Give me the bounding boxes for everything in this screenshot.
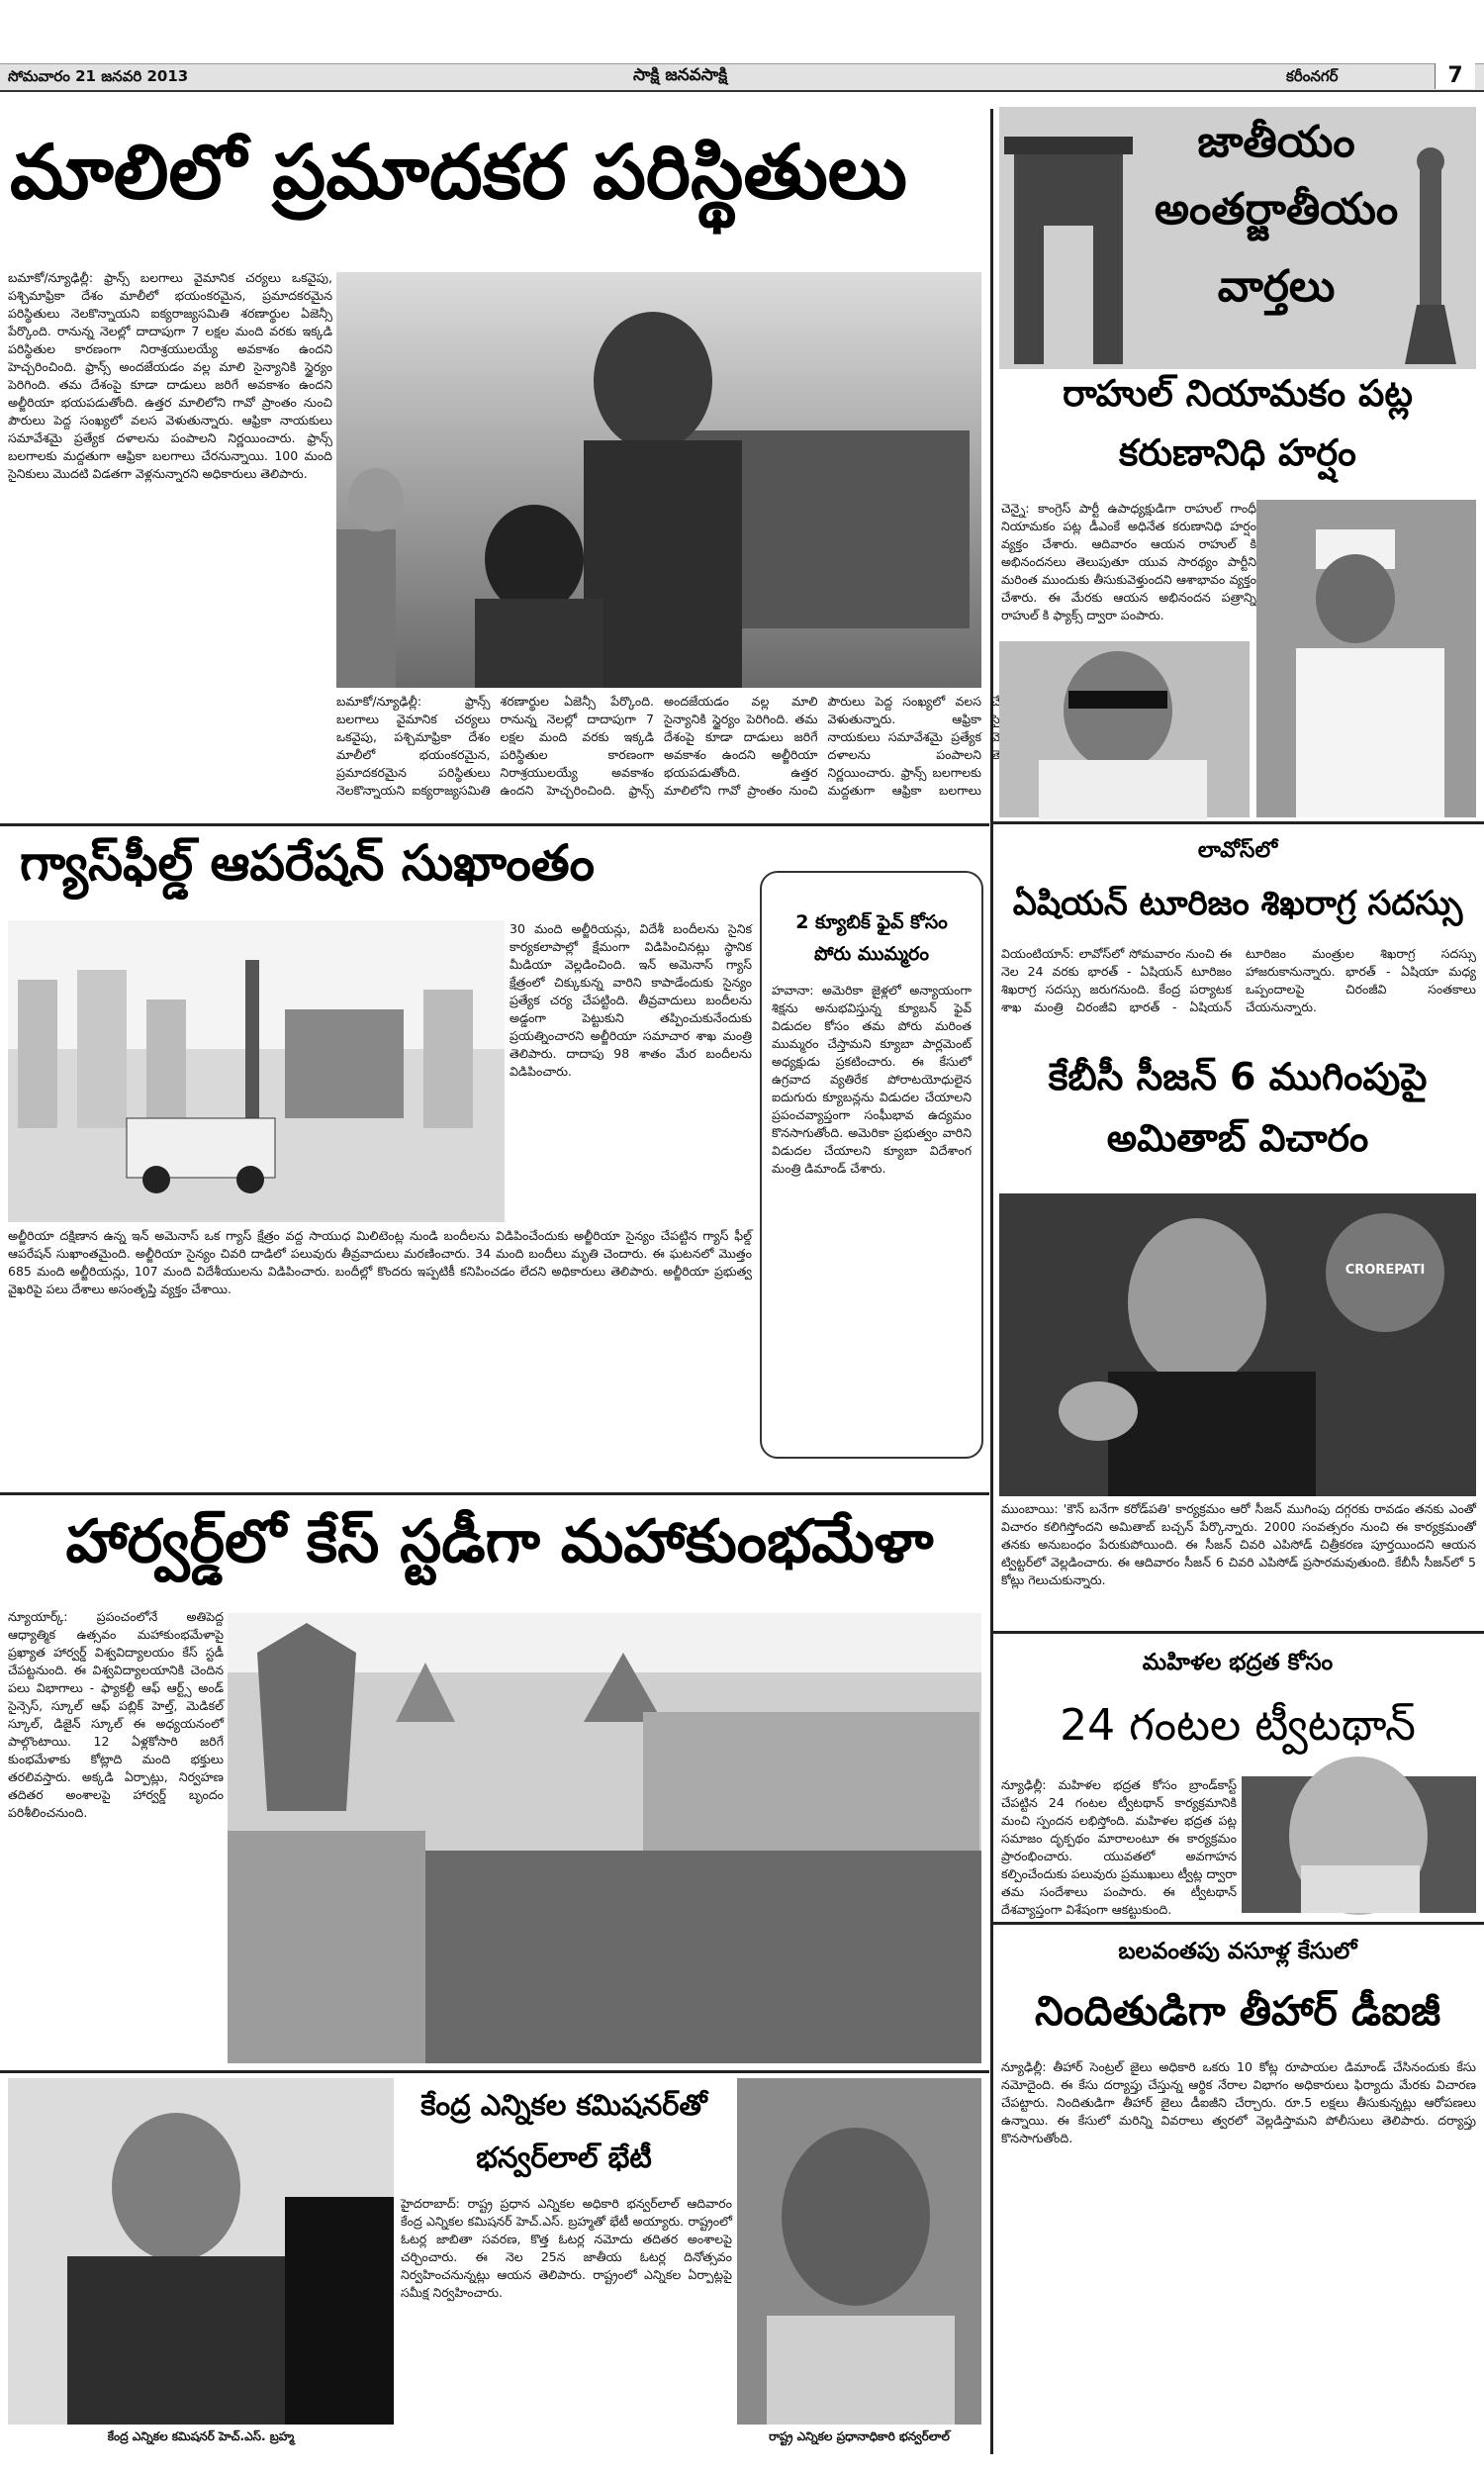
column-divider <box>990 109 993 2454</box>
cuban-five-headline-1: 2 క్యూబిక్ ఫైవ్ కోసం <box>795 911 948 933</box>
header-bar <box>0 63 1484 92</box>
section-divider <box>0 823 989 826</box>
mali-body-col1: బమాకో/న్యూఢిల్లీ: ఫ్రాన్స్ బలగాలు వైమానిక చర్యలు ఒకవైపు, పశ్చిమాఫ్రికా దేశం మాలీలో భయంకరమైన, ప్రమాదకరమైన పరిస్థితులు నెలకొన్నాయని ఐక్యరాజ్యసమితి శరణార్థుల ఏజెన్సీ పేర్కొంది. రానున్న నెలల్లో దాదాపుగా 7 లక్షల మంది వరకు ఇక్కడి పరిస్థితుల కారణంగా నిరాశ్రయులయ్యే అవకాశం ఉందని హెచ్చరించింది. ఫ్రాన్స్ అందజేయడం వల్ల మాలి సైన్యానికి స్థైర్యం పెరిగింది. తమ దేశంపై కూడా దాడులు జరిగే అవకాశం ఉందని అల్జీరియా భయపడుతోంది. ఉత్తర మాలిలోని గావో ప్రాంతం నుంచి పౌరులు పెద్ద సంఖ్యలో వలస వెళుతున్నారు. ఆఫ్రికా నాయకులు సమావేశమై ప్రత్యేక దళాలను పంపాలని నిర్ణయించారు. ఫ్రాన్స్ బలగాలకు మద్దతుగా ఆఫ్రికా బలగాలు చేరనున్నాయి. 100 మంది సైనికులు మొదటి విడతగా వెళ్లనున్నారని అధికారులు తెలిపారు. <box>8 270 332 481</box>
bhanwar-body: హైదరాబాద్: రాష్ట్ర ప్రధాన ఎన్నికల అధికారి భన్వర్‌లాల్ ఆదివారం కేంద్ర ఎన్నికల కమిషనర్ హెచ్.ఎస్. బ్రహ్మతో భేటీ అయ్యారు. రాష్ట్రంలో ఓటర్ల జాబితా సవరణ, కొత్త ఓటర్ల నమోదు తదితర అంశాలపై చర్చించారు. ఈ నెల 25న జాతీయ ఓటర్ల దినోత్సవం నిర్వహించనున్నట్లు ఆయన తెలిపారు. రాష్ట్రంలో ఎన్నికల ఏర్పాట్లపై సమీక్ష నిర్వహించారు. <box>401 2196 732 2300</box>
national-international-banner <box>999 107 1476 369</box>
mali-body-continued: బమాకో/న్యూఢిల్లీ: ఫ్రాన్స్ బలగాలు వైమానిక చర్యలు ఒకవైపు, పశ్చిమాఫ్రికా దేశం మాలీలో భయంకరమైన, ప్రమాదకరమైన పరిస్థితులు నెలకొన్నాయని ఐక్యరాజ్యసమితి శరణార్థుల ఏజెన్సీ పేర్కొంది. రానున్న నెలల్లో దాదాపుగా 7 లక్షల మంది వరకు ఇక్కడి పరిస్థితుల కారణంగా నిరాశ్రయులయ్యే అవకాశం ఉందని హెచ్చరించింది. ఫ్రాన్స్ అందజేయడం వల్ల మాలి సైన్యానికి స్థైర్యం పెరిగింది. తమ దేశంపై కూడా దాడులు జరిగే అవకాశం ఉందని అల్జీరియా భయపడుతోంది. ఉత్తర మాలిలోని గావో ప్రాంతం నుంచి పౌరులు పెద్ద సంఖ్యలో వలస వెళుతున్నారు. ఆఫ్రికా నాయకులు సమావేశమై ప్రత్యేక దళాలను పంపాలని నిర్ణయించారు. ఫ్రాన్స్ బలగాలకు మద్దతుగా ఆఫ్రికా బలగాలు <box>336 694 981 798</box>
rahul-body: చెన్నై: కాంగ్రెస్ పార్టీ ఉపాధ్యక్షుడిగా రాహుల్ గాంధీ నియామకం పట్ల డీఎంకే అధినేత కరుణానిధి హర్షం వ్యక్తం చేశారు. ఆదివారం ఆయన రాహుల్ కి అభినందనలు తెలుపుతూ యువ సారథ్యం పార్టీని మరింత ముందుకు తీసుకువెళ్తుందని ఆశాభావం వ్యక్తం చేశారు. ఈ మేరకు ఆయన అభినందన పత్రాన్ని రాహుల్ కి ఫ్యాక్స్ ద్వారా పంపారు. <box>1001 501 1256 622</box>
kumbh-body: న్యూయార్క్: ప్రపంచంలోనే అతిపెద్ద ఆధ్యాత్మిక ఉత్సవం మహాకుంభమేళాపై ప్రఖ్యాత హార్వర్డ్ విశ్వవిద్యాలయం కేస్ స్టడీ చేపట్టనుంది. ఈ విశ్వవిద్యాలయానికి చెందిన పలు విభాగాలు - ఫ్యాకల్టీ ఆఫ్ ఆర్ట్స్ అండ్ సైన్సెస్, స్కూల్ ఆఫ్ పబ్లిక్ హెల్త్, మెడికల్ స్కూల్, డిజైన్ స్కూల్ ఈ అధ్యయనంలో పాల్గొంటాయి. 12 ఏళ్లకోసారి జరిగే కుంభమేళాకు కోట్లాది మంది భక్తులు తరలివస్తారు. అక్కడి ఏర్పాట్లు, నిర్వహణ తదితర అంశాలపై హార్వర్డ్ బృందం పరిశీలించనుంది. <box>8 1609 224 1820</box>
section-divider <box>0 1492 989 1495</box>
woman-photo <box>1242 1776 1476 1913</box>
laos-kicker: లావోస్‌లో <box>1197 838 1278 863</box>
banner-line2: అంతర్జాతీయం <box>1154 184 1399 235</box>
laos-headline: ఏషియన్ టూరిజం శిఖరాగ్ర సదస్సు <box>1012 884 1463 923</box>
women-kicker: మహిళల భద్రత కోసం <box>1142 1650 1334 1675</box>
mali-headline: మాలిలో ప్రమాదకర పరిస్థితులు <box>10 128 907 216</box>
banner-line3: వార్తలు <box>1217 261 1336 312</box>
bhanwar-headline-line1: కేంద్ర ఎన్నికల కమిషనర్‌తో <box>420 2088 707 2122</box>
kbc-body: ముంబాయి: 'కౌన్ బనేగా కరోడ్‌పతి' కార్యక్రమం ఆరో సీజన్ ముగింపు దగ్గరకు రావడం తనకు ఎంతో విచారం కలిగిస్తోందని అమితాబ్ బచ్చన్ పేర్కొన్నారు. 2000 సంవత్సరం నుంచి ఈ కార్యక్రమంతో తనకు అనుబంధం పేరుకుపోయింది. ఈ సీజన్ చివరి ఎపిసోడ్ చిత్రీకరణ పూర్తయిందని ఆయన ట్విట్టర్‌లో వెల్లడించారు. ఈ ఆదివారం సీజన్ 6 చివరి ఎపిసోడ్ ప్రసారమవుతుంది. కేబీసీ సీజన్‌లో 5 కోట్లు గెలుచుకున్నారు. <box>1001 1501 1476 1587</box>
section-divider <box>993 1922 1484 1925</box>
cuban-five-body: హవానా: అమెరికా జైళ్లలో అన్యాయంగా శిక్షను అనుభవిస్తున్న క్యూబన్ ఫైవ్ విడుదల కోసం తమ పోరు మరింత ముమ్మరం చేస్తామని క్యూబా పార్లమెంట్ అధ్యక్షుడు ప్రకటించారు. ఈ కేసులో ఉగ్రవాద వ్యతిరేక పోరాటయోధులైన ఐదుగురు క్యూబన్లను విడుదల చేయాలని ప్రపంచవ్యాప్తంగా సంఘీభావ ఉద్యమం కొనసాగుతోంది. అమెరికా ప్రభుత్వం వారిని విడుదల చేయాలని క్యూబా విదేశాంగ మంత్రి డిమాండ్ చేశారు. <box>772 983 972 1176</box>
cuban-five-box <box>760 871 983 1459</box>
edition-city: కరీంనగర్ <box>1286 67 1339 85</box>
tihar-body: న్యూఢిల్లీ: తీహార్ సెంట్రల్ జైలు అధికారి ఒకరు 10 కోట్ల రూపాయల డిమాండ్ చేసినందుకు కేసు నమోదైంది. ఈ కేసు దర్యాప్తు చేస్తున్న ఆర్థిక నేరాల విభాగం అధికారులు ఫిర్యాదు మేరకు విచారణ చేపట్టారు. నిందితుడిగా తీహార్ జైలు డీఐజీని చేర్చారు. రూ.5 లక్షలు తీసుకున్నట్లు ఆరోపణలు ఉన్నాయి. ఈ కేసులో మరిన్ని వివరాలు త్వరలో వెల్లడిస్తామని పోలీసులు తెలిపారు. దర్యాప్తు కొనసాగుతోంది. <box>1001 2059 1476 2145</box>
bhanwarlal-photo <box>737 2078 981 2425</box>
brahma-caption: కేంద్ర ఎన్నికల కమిషనర్ హెచ్.ఎస్. బ్రహ్మ <box>107 2429 295 2443</box>
gasfield-headline: గ్యాస్‌ఫీల్డ్ ఆపరేషన్ సుఖాంతం <box>20 834 596 892</box>
bhanwarlal-caption: రాష్ట్ర ఎన్నికల ప్రధానాధికారి భన్వర్‌లాల్ <box>769 2429 950 2443</box>
rahul-gandhi-photo <box>1256 500 1476 817</box>
section-divider <box>0 2070 989 2073</box>
crorepati-logo-text: CROREPATI <box>1345 1263 1426 1278</box>
mali-soldiers-photo <box>336 272 981 688</box>
gasfield-body-bottom: అల్జీరియా దక్షిణాన ఉన్న ఇన్ అమెనాస్ ఒక గ్యాస్ క్షేత్రం వద్ద సాయుధ మిలిటెంట్ల నుండి బందీలను విడిపించేందుకు అల్జీరియా సైన్యం చేపట్టిన గ్యాస్ ఫీల్డ్ ఆపరేషన్ సుఖాంతమైంది. అల్జీరియా సైన్యం చివరి దాడిలో పలువురు తీవ్రవాదులు మరణించారు. 34 మంది బందీలు మృతి చెందారు. ఈ ఘటనలో మొత్తం 685 మంది అల్జీరియన్లు, 107 మంది విదేశీయులను విడిపించారు. బందీల్లో కొందరు ఇప్పటికీ కనిపించడం లేదని అధికారులు తెలిపారు. అల్జీరియా ప్రభుత్వ వైఖరిపై పలు దేశాలు అసంతృప్తి వ్యక్తం చేశాయి. <box>8 1228 752 1296</box>
rahul-headline-line2: కరుణానిధి హర్షం <box>1119 431 1356 474</box>
banner-line1: జాతీయం <box>1197 117 1355 167</box>
women-headline: 24 గంటల ట్వీటథాన్ <box>1060 1700 1416 1751</box>
tihar-headline: నిందితుడిగా తీహార్ డీఐజీ <box>1034 1987 1441 2035</box>
issue-date: సోమవారం 21 జనవరి 2013 <box>8 67 189 85</box>
cuban-five-headline-2: పోరు ముమ్మరం <box>814 943 929 965</box>
amitabh-photo <box>999 1193 1476 1496</box>
brahma-photo <box>8 2078 394 2425</box>
tihar-kicker: బలవంతపు వసూళ్ల కేసులో <box>1118 1939 1357 1964</box>
section-divider <box>993 1631 1484 1634</box>
gasfield-body-right: 30 మంది అల్జీరియన్లు, విదేశీ బందీలను సైనిక కార్యకలాపాల్లో క్షేమంగా విడిపించినట్లు స్థానిక మీడియా వెల్లడించింది. ఇన్ అమెనాస్ గ్యాస్ క్షేత్రంలో చిక్కుకున్న వారిని కాపాడేందుకు సైన్యం ప్రత్యేక చర్య చేపట్టింది. తీవ్రవాదులు బందీలను అడ్డంగా పెట్టుకుని తప్పించుకునేందుకు ప్రయత్నించారని అల్జీరియా సమాచార శాఖ మంత్రి తెలిపారు. దాదాపు 98 శాతం మేర బందీలను విడిపించారు. <box>510 921 752 1079</box>
section-divider <box>993 821 1484 824</box>
gasfield-photo <box>8 920 505 1222</box>
page-number: 7 <box>1435 63 1475 89</box>
kumbh-headline: హార్వర్డ్‌లో కేస్ స్టడీగా మహాకుంభమేళా <box>65 1507 934 1576</box>
kbc-headline-line1: కేబీసీ సీజన్ 6 ముగింపుపై <box>1048 1055 1428 1098</box>
karunanidhi-photo <box>999 641 1250 817</box>
kumbh-mela-photo <box>228 1613 981 2063</box>
women-body: న్యూఢిల్లీ: మహిళల భద్రత కోసం బ్రాండ్‌కాస్ట్ చేపట్టిన 24 గంటల ట్వీటథాన్ కార్యక్రమానికి మంచి స్పందన లభిస్తోంది. మహిళల భద్రత పట్ల సమాజం దృక్పథం మారాలంటూ ఈ కార్యక్రమం ప్రారంభించారు. యువతలో అవగాహన కల్పించేందుకు పలువురు ప్రముఖులు ట్వీట్ల ద్వారా తమ సందేశాలు పంపారు. ఈ ట్వీటథాన్ దేశవ్యాప్తంగా విశేషంగా ఆకట్టుకుంది. <box>1001 1777 1237 1917</box>
laos-body: వియంటియాన్: లావోస్‌లో సోమవారం నుంచి ఈ నెల 24 వరకు భారత్ - ఏషియన్ టూరిజం శిఖరాగ్ర సదస్సు జరుగనుంది. కేంద్ర పర్యాటక శాఖ మంత్రి చిరంజీవి భారత్ - ఏషియన్ టూరిజం మంత్రుల శిఖరాగ్ర సదస్సు హాజరుకానున్నారు. భారత్ - ఏషియా మధ్య ఒప్పందాలపై చిరంజీవి సంతకాలు చేయనున్నారు. <box>1001 946 1476 1014</box>
bhanwar-headline-line2: భన్వర్‌లాల్ భేటీ <box>476 2141 652 2174</box>
rahul-headline-line1: రాహుల్ నియామకం పట్ల <box>1063 372 1413 415</box>
masthead: సాక్షి జనవసాక్షి <box>633 65 728 85</box>
kbc-headline-line2: అమితాబ్ విచారం <box>1106 1116 1369 1160</box>
